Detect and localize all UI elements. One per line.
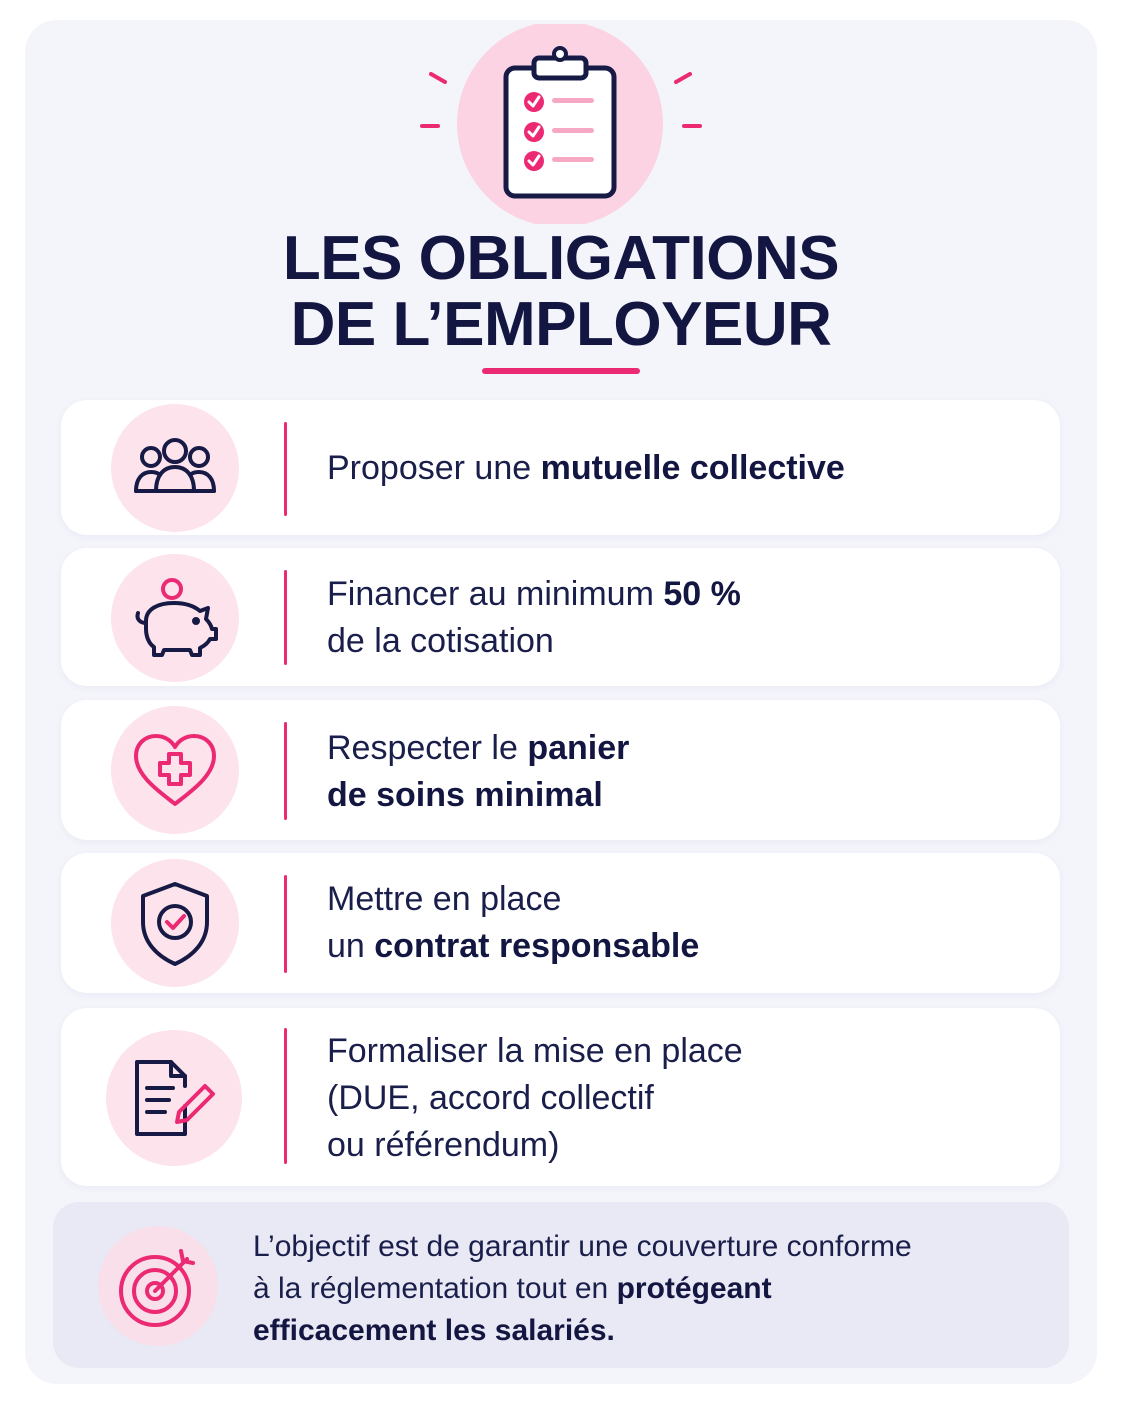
title-line-1: LES OBLIGATIONS xyxy=(282,224,840,293)
obligation-card-4 xyxy=(61,853,1060,993)
shield-check-icon xyxy=(111,859,239,987)
obligation-text-2: Financer au minimum 50 % de la cotisation xyxy=(327,575,741,660)
obligation-card-3 xyxy=(61,700,1060,840)
target-arrow-icon xyxy=(98,1226,218,1346)
clipboard-checklist-icon xyxy=(418,24,708,224)
title-underline xyxy=(482,368,640,374)
card-divider xyxy=(284,722,287,820)
obligation-text-5: Formaliser la mise en place (DUE, accord collectif ou référendum) xyxy=(327,1032,743,1164)
heart-medical-cross-icon xyxy=(111,706,239,834)
card-divider xyxy=(284,1028,287,1164)
card-divider xyxy=(284,570,287,665)
title-line-2: DE L’EMPLOYEUR xyxy=(290,290,832,359)
card-divider xyxy=(284,875,287,973)
objective-footer xyxy=(53,1202,1069,1368)
obligation-text-1: Proposer une mutuelle collective xyxy=(327,449,845,487)
obligation-text-4: Mettre en place un contrat responsable xyxy=(327,880,700,965)
page-title xyxy=(0,226,1122,358)
card-divider xyxy=(284,422,287,516)
group-people-icon xyxy=(111,404,239,532)
objective-text: L’objectif est de garantir une couverture conforme à la réglementation tout en protégeant efficacement les salariés. xyxy=(253,1230,912,1347)
obligation-text-3: Respecter le panier de soins minimal xyxy=(327,729,630,814)
document-pen-icon xyxy=(106,1030,242,1166)
obligation-card-1 xyxy=(61,400,1060,535)
obligation-card-2 xyxy=(61,548,1060,686)
obligation-card-5 xyxy=(61,1008,1060,1186)
piggy-bank-icon xyxy=(111,554,239,682)
